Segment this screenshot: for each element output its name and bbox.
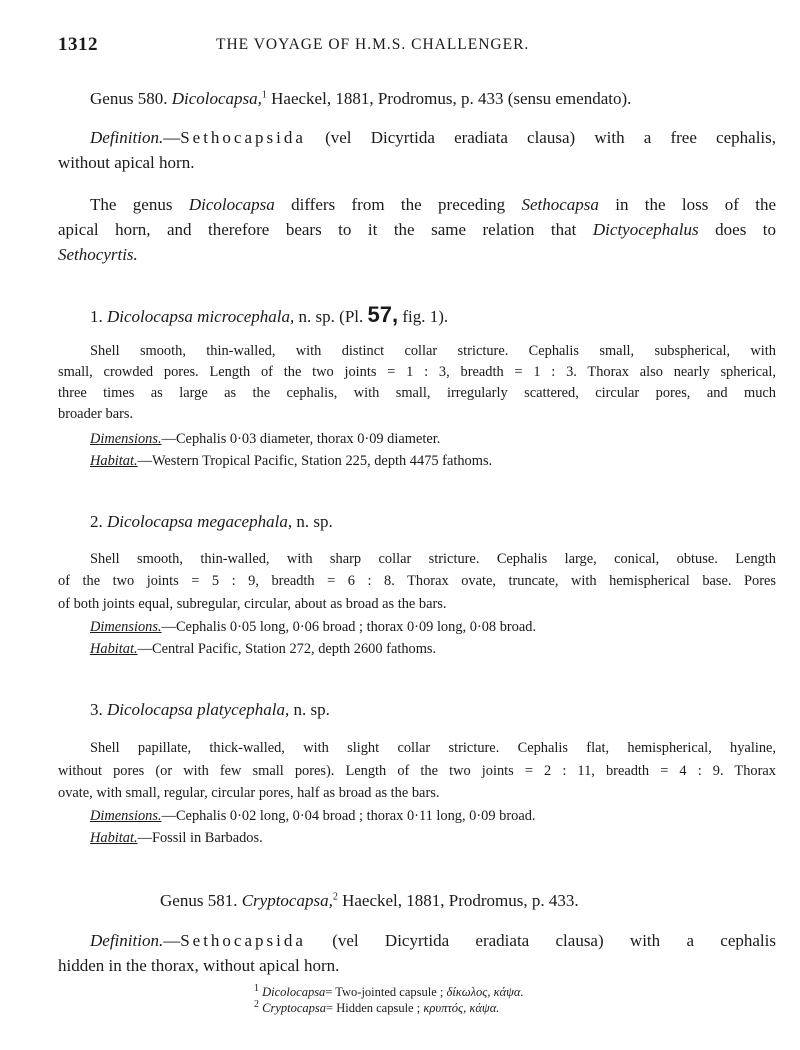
species-1-desc-line1: Shell smooth, thin-walled, with distinct collar stricture. Cephalis small, subspherical, with: [90, 343, 776, 359]
genus-580-paragraph-line1: The genus Dicolocapsa differs from the preceding Sethocapsa in the loss of the: [90, 195, 777, 214]
species-1-desc-line3: three times as large as the cephalis, with small, irregularly scattered, circular pores, and much: [58, 385, 776, 401]
species-1-habitat: Habitat.—Western Tropical Pacific, Station 225, depth 4475 fathoms.: [90, 453, 493, 469]
genus-580-definition-line2: without apical horn.: [58, 153, 195, 172]
species-2-dimensions: Dimensions.—Cephalis 0·05 long, 0·06 broad ; thorax 0·09 long, 0·08 broad.: [90, 619, 537, 635]
species-3-heading: 3. Dicolocapsa platycephala, n. sp.: [90, 700, 330, 719]
species-2-desc-line1: Shell smooth, thin-walled, with sharp collar stricture. Cephalis large, conical, obtuse. Length: [90, 551, 776, 567]
genus-580-definition-line1: Definition.—Sethocapsida (vel Dicyrtida eradiata clausa) with a free cephalis,: [90, 128, 777, 147]
genus-581-definition-line1: Definition.—Sethocapsida (vel Dicyrtida eradiata clausa) with a cephalis: [90, 931, 776, 950]
genus-580-paragraph-line2: apical horn, and therefore bears to it the same relation that Dictyocephalus does to: [58, 220, 777, 239]
species-1-desc-line4: broader bars.: [58, 406, 134, 422]
running-title: THE VOYAGE OF H.M.S. CHALLENGER.: [216, 36, 530, 53]
species-2-desc-line3: of both joints equal, subregular, circular, about as broad as the bars.: [58, 596, 447, 612]
species-3-desc-line3: ovate, with small, regular, circular pores, half as broad as the bars.: [58, 785, 440, 801]
species-3-desc-line2: without pores (or with few small pores). Length of the two joints = 2 : 11, breadth = 4 : 9. Thorax: [58, 763, 776, 779]
footnote-ref-1: 1: [261, 89, 267, 101]
genus-580-paragraph-line3: Sethocyrtis.: [58, 245, 138, 264]
species-3-dimensions: Dimensions.—Cephalis 0·02 long, 0·04 broad ; thorax 0·11 long, 0·09 broad.: [90, 808, 536, 824]
genus-580-heading: Genus 580. Dicolocapsa,$^1$ Haeckel, 1881, Prodromus, p. 433 (sensu emendato).: [90, 89, 632, 108]
footnote-2: $^2$ Cryptocapsa= Hidden capsule ; κρυπτός, κάψα.: [254, 998, 500, 1015]
genus-581-definition-line2: hidden in the thorax, without apical horn.: [58, 956, 340, 975]
species-1-dimensions: Dimensions.—Cephalis 0·03 diameter, thorax 0·09 diameter.: [90, 431, 441, 447]
species-1-desc-line2: small, crowded pores. Length of the two joints = 1 : 3, breadth = 1 : 3. Thorax also nearly spherical,: [58, 364, 776, 380]
genus-581-heading: Genus 581. Cryptocapsa,$^2$ Haeckel, 1881, Prodromus, p. 433.: [160, 891, 579, 910]
footnote-ref-2: 2: [332, 891, 338, 903]
species-2-desc-line2: of the two joints = 5 : 9, breadth = 6 : 8. Thorax ovate, truncate, with hemispherical base. Pores: [58, 573, 776, 589]
page-number: 1312: [58, 34, 98, 55]
footnote-1: $^1$ Dicolocapsa= Two-jointed capsule ; δίκωλος, κάψα.: [254, 982, 524, 999]
species-2-habitat: Habitat.—Central Pacific, Station 272, depth 2600 fathoms.: [90, 641, 437, 657]
species-2-heading: 2. Dicolocapsa megacephala, n. sp.: [90, 512, 333, 531]
species-1-heading: 1. Dicolocapsa microcephala, n. sp. (Pl. 57, fig. 1).: [90, 302, 449, 327]
species-3-habitat: Habitat.—Fossil in Barbados.: [90, 830, 263, 846]
species-3-desc-line1: Shell papillate, thick-walled, with slight collar stricture. Cephalis flat, hemispherical, hyaline,: [90, 740, 776, 756]
